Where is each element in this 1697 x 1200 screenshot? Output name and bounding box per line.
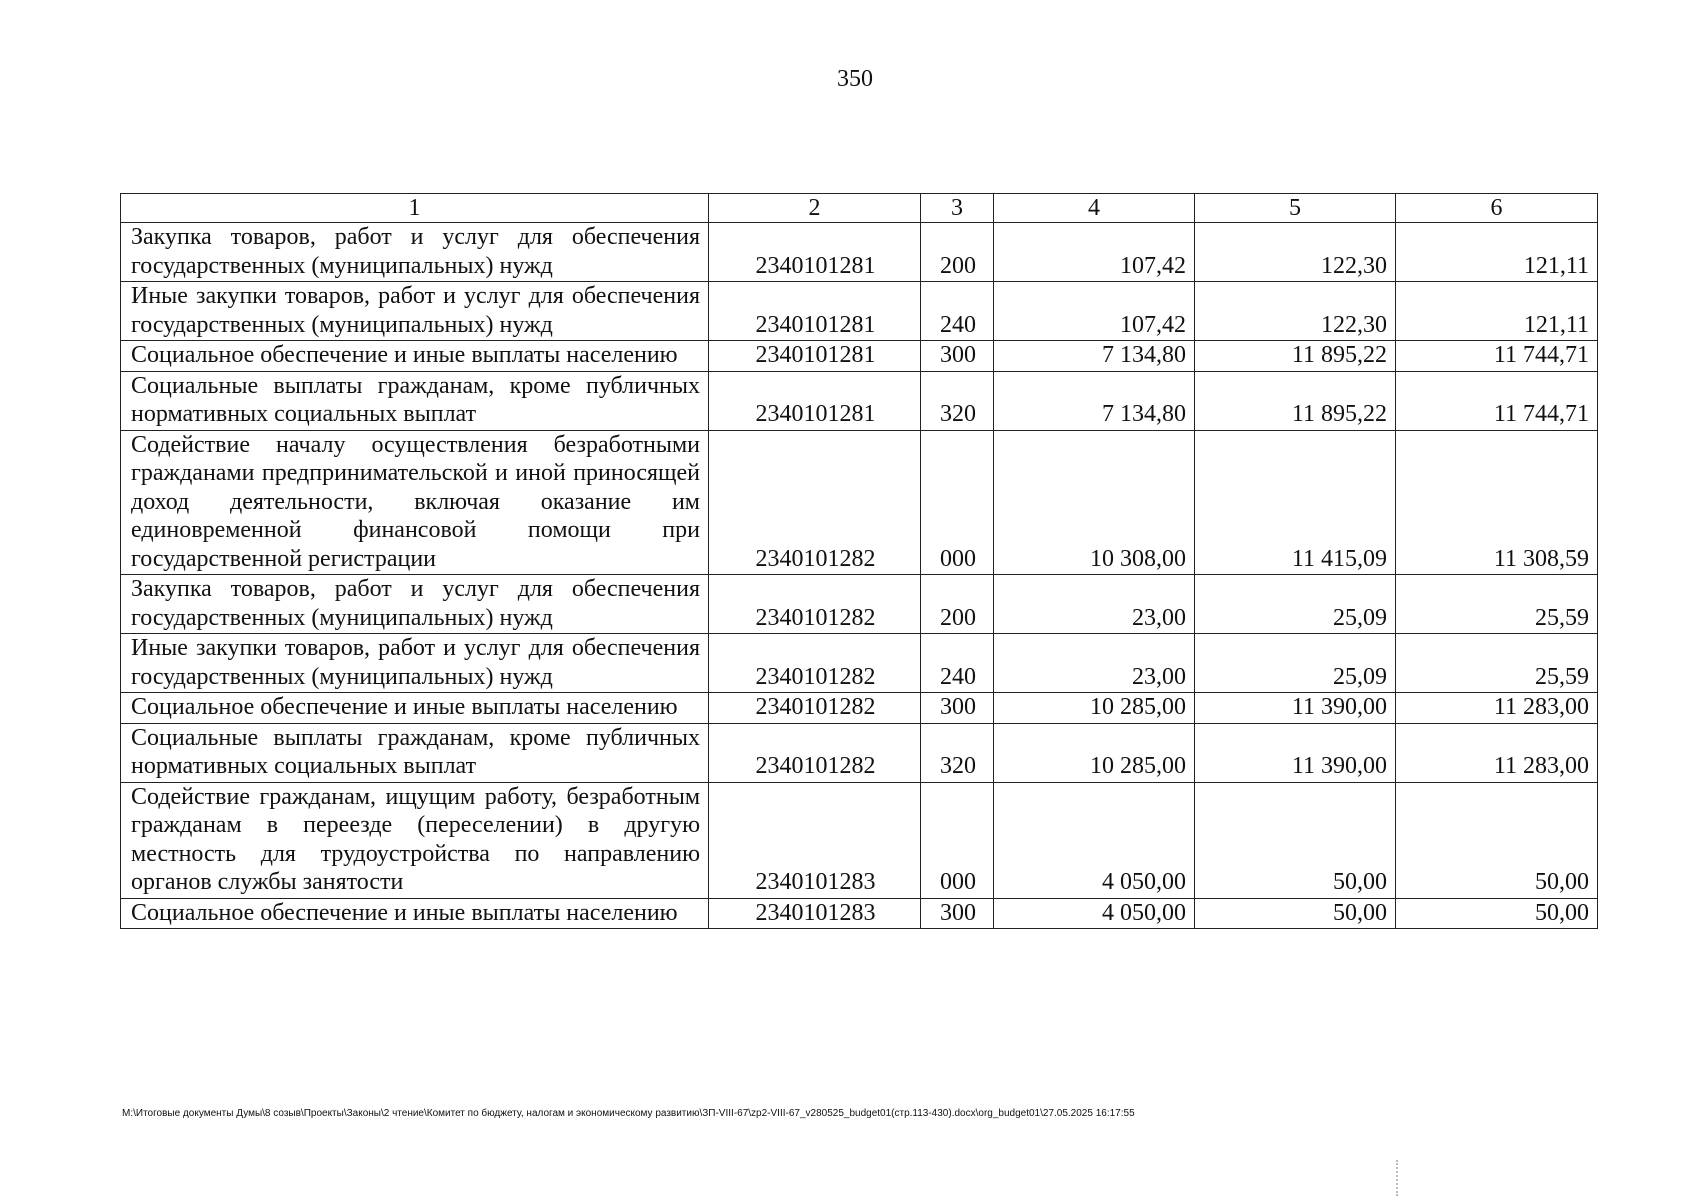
table-row xyxy=(121,341,1598,372)
amount-col4-cell: 10 308,00 xyxy=(994,430,1195,575)
target-article-code-cell: 2340101282 xyxy=(709,634,921,693)
row-name-cell: Социальные выплаты гражданам, кроме публичных нормативных социальных выплат xyxy=(121,371,709,430)
row-name-cell: Закупка товаров, работ и услуг для обеспечения государственных (муниципальных) нужд xyxy=(121,223,709,282)
expense-type-code-cell: 240 xyxy=(921,282,994,341)
row-name-cell: Социальное обеспечение и иные выплаты населению xyxy=(121,693,709,724)
amount-col4-cell: 23,00 xyxy=(994,575,1195,634)
amount-col6-cell: 11 744,71 xyxy=(1396,341,1598,372)
amount-col5-cell: 11 390,00 xyxy=(1195,723,1396,782)
amount-col6-cell: 121,11 xyxy=(1396,223,1598,282)
target-article-code-cell: 2340101283 xyxy=(709,782,921,898)
expense-type-code-cell: 000 xyxy=(921,430,994,575)
target-article-code-cell: 2340101282 xyxy=(709,575,921,634)
row-name-cell: Социальные выплаты гражданам, кроме публичных нормативных социальных выплат xyxy=(121,723,709,782)
row-name-cell: Социальное обеспечение и иные выплаты населению xyxy=(121,898,709,929)
expense-type-code-cell: 300 xyxy=(921,693,994,724)
budget-table xyxy=(120,193,1598,929)
amount-col5-cell: 122,30 xyxy=(1195,223,1396,282)
target-article-code-cell: 2340101281 xyxy=(709,223,921,282)
amount-col4-cell: 107,42 xyxy=(994,282,1195,341)
amount-col6-cell: 50,00 xyxy=(1396,782,1598,898)
amount-col5-cell: 11 895,22 xyxy=(1195,371,1396,430)
amount-col5-cell: 122,30 xyxy=(1195,282,1396,341)
table-row xyxy=(121,782,1598,898)
amount-col4-cell: 10 285,00 xyxy=(994,723,1195,782)
amount-col6-cell: 11 283,00 xyxy=(1396,723,1598,782)
amount-col5-cell: 50,00 xyxy=(1195,782,1396,898)
expense-type-code-cell: 320 xyxy=(921,723,994,782)
amount-col6-cell: 121,11 xyxy=(1396,282,1598,341)
amount-col5-cell: 11 390,00 xyxy=(1195,693,1396,724)
target-article-code-cell: 2340101281 xyxy=(709,341,921,372)
row-name-cell: Закупка товаров, работ и услуг для обеспечения государственных (муниципальных) нужд xyxy=(121,575,709,634)
target-article-code-cell: 2340101282 xyxy=(709,693,921,724)
amount-col6-cell: 25,59 xyxy=(1396,575,1598,634)
row-name-cell: Иные закупки товаров, работ и услуг для обеспечения государственных (муниципальных) нужд xyxy=(121,282,709,341)
target-article-code-cell: 2340101282 xyxy=(709,430,921,575)
row-name-cell: Иные закупки товаров, работ и услуг для обеспечения государственных (муниципальных) нужд xyxy=(121,634,709,693)
row-name-cell: Содействие гражданам, ищущим работу, безработным гражданам в переезде (переселении) в другую местность для трудоустройства по направлению органов службы занятости xyxy=(121,782,709,898)
column-header: 2 xyxy=(709,194,921,223)
amount-col6-cell: 25,59 xyxy=(1396,634,1598,693)
expense-type-code-cell: 300 xyxy=(921,898,994,929)
table-row xyxy=(121,223,1598,282)
amount-col4-cell: 107,42 xyxy=(994,223,1195,282)
target-article-code-cell: 2340101281 xyxy=(709,282,921,341)
table-row xyxy=(121,898,1598,929)
target-article-code-cell: 2340101283 xyxy=(709,898,921,929)
table-row xyxy=(121,723,1598,782)
column-header: 4 xyxy=(994,194,1195,223)
expense-type-code-cell: 200 xyxy=(921,223,994,282)
column-header: 6 xyxy=(1396,194,1598,223)
amount-col5-cell: 25,09 xyxy=(1195,575,1396,634)
amount-col4-cell: 4 050,00 xyxy=(994,782,1195,898)
table-row xyxy=(121,634,1598,693)
table-row xyxy=(121,693,1598,724)
amount-col5-cell: 11 895,22 xyxy=(1195,341,1396,372)
expense-type-code-cell: 320 xyxy=(921,371,994,430)
amount-col5-cell: 50,00 xyxy=(1195,898,1396,929)
expense-type-code-cell: 300 xyxy=(921,341,994,372)
amount-col6-cell: 11 308,59 xyxy=(1396,430,1598,575)
table-header-row xyxy=(121,194,1598,223)
amount-col4-cell: 7 134,80 xyxy=(994,371,1195,430)
amount-col4-cell: 23,00 xyxy=(994,634,1195,693)
file-path-footer: M:\Итоговые документы Думы\8 созыв\Проекты\Законы\2 чтение\Комитет по бюджету, налогам и экономическому развитию\ЗП-VIII-67\zp2-VIII-67_v280525_budget01(стр.113-430).docx\org_budget01\27.05.2025 16:17:55 xyxy=(122,1108,1135,1119)
table-row xyxy=(121,575,1598,634)
amount-col4-cell: 10 285,00 xyxy=(994,693,1195,724)
target-article-code-cell: 2340101281 xyxy=(709,371,921,430)
expense-type-code-cell: 000 xyxy=(921,782,994,898)
amount-col5-cell: 11 415,09 xyxy=(1195,430,1396,575)
expense-type-code-cell: 240 xyxy=(921,634,994,693)
scan-artifact-dots xyxy=(1396,1160,1401,1196)
column-header: 1 xyxy=(121,194,709,223)
column-header: 5 xyxy=(1195,194,1396,223)
table-row xyxy=(121,282,1598,341)
column-header: 3 xyxy=(921,194,994,223)
expense-type-code-cell: 200 xyxy=(921,575,994,634)
amount-col5-cell: 25,09 xyxy=(1195,634,1396,693)
target-article-code-cell: 2340101282 xyxy=(709,723,921,782)
amount-col4-cell: 7 134,80 xyxy=(994,341,1195,372)
amount-col6-cell: 11 283,00 xyxy=(1396,693,1598,724)
row-name-cell: Содействие началу осуществления безработными гражданами предпринимательской и иной приносящей доход деятельности, включая оказание им единовременной финансовой помощи при государственной регистрации xyxy=(121,430,709,575)
table-row xyxy=(121,371,1598,430)
row-name-cell: Социальное обеспечение и иные выплаты населению xyxy=(121,341,709,372)
table-row xyxy=(121,430,1598,575)
amount-col6-cell: 11 744,71 xyxy=(1396,371,1598,430)
amount-col6-cell: 50,00 xyxy=(1396,898,1598,929)
page-number: 350 xyxy=(837,66,873,92)
amount-col4-cell: 4 050,00 xyxy=(994,898,1195,929)
